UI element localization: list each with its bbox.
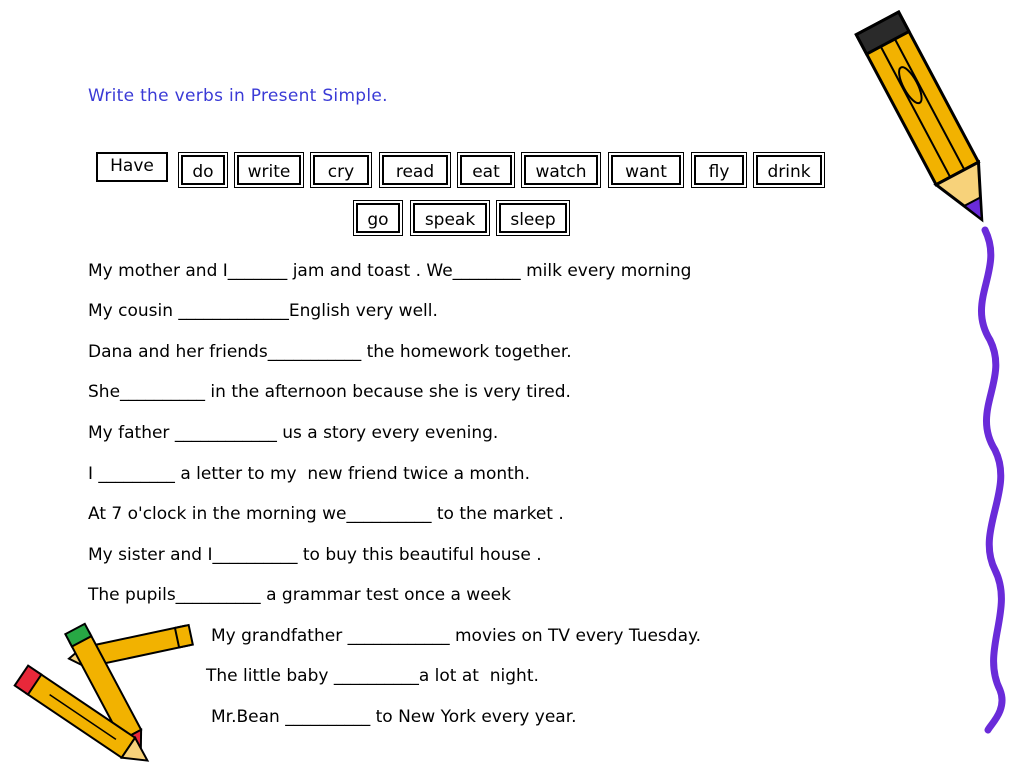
word-box-sleep: sleep	[499, 203, 567, 233]
sentence-item: My cousin _____________English very well.	[88, 301, 438, 321]
crayons-icon	[0, 618, 210, 768]
sentence-item: The pupils__________ a grammar test once a week	[88, 585, 511, 605]
sentence-item: She__________ in the afternoon because she is very tired.	[88, 382, 571, 402]
sentence-item: My grandfather ____________ movies on TV every Tuesday.	[211, 626, 702, 646]
sentence-item: My father ____________ us a story every evening.	[88, 423, 499, 443]
word-box-cry: cry	[313, 155, 369, 185]
word-box-watch: watch	[524, 155, 598, 185]
word-box-fly: fly	[694, 155, 744, 185]
word-box-want: want	[611, 155, 681, 185]
word-box-read: read	[382, 155, 448, 185]
sentence-item: My mother and I_______ jam and toast . We________ milk every morning	[88, 261, 692, 281]
word-box-drink: drink	[756, 155, 822, 185]
sentence-item: Dana and her friends___________ the homework together.	[88, 342, 572, 362]
word-box-go: go	[356, 203, 400, 233]
sentence-item: My sister and I__________ to buy this beautiful house .	[88, 545, 542, 565]
word-box-do: do	[181, 155, 225, 185]
word-box-speak: speak	[413, 203, 487, 233]
sentence-item: I _________ a letter to my new friend twice a month.	[88, 464, 530, 484]
sentence-item: Mr.Bean __________ to New York every year.	[211, 707, 577, 727]
exercise-title: Write the verbs in Present Simple.	[88, 86, 388, 106]
word-box-write: write	[237, 155, 301, 185]
sentence-item: The little baby __________a lot at night.	[206, 666, 539, 686]
squiggle-line	[960, 230, 1020, 730]
sentence-item: At 7 o'clock in the morning we__________ to the market .	[88, 504, 564, 524]
word-box-have: Have	[96, 152, 168, 182]
pencil-icon	[860, 0, 1020, 250]
word-box-eat: eat	[460, 155, 512, 185]
